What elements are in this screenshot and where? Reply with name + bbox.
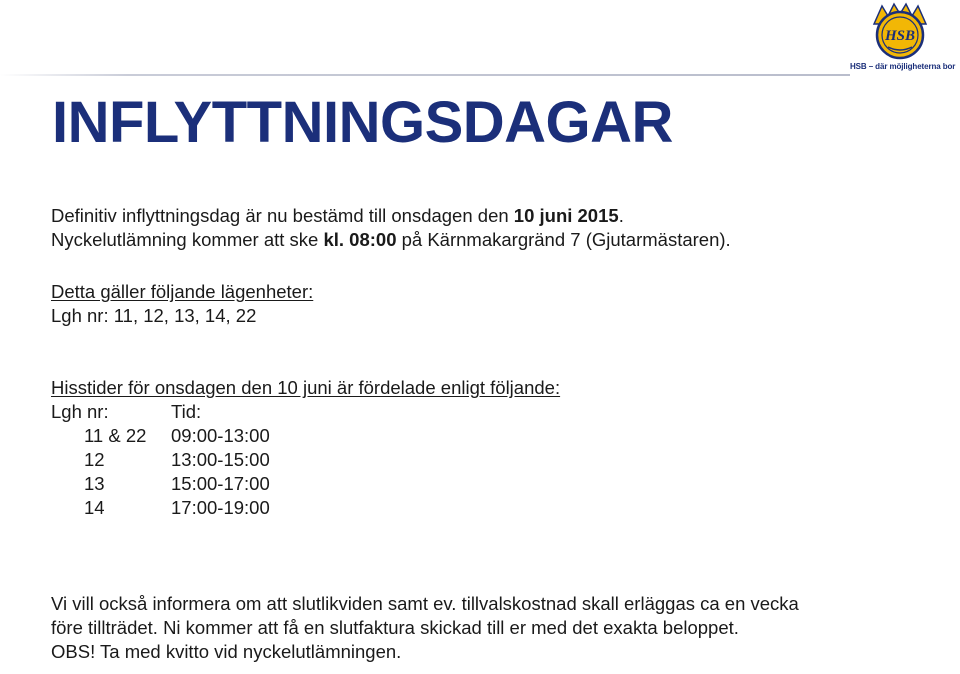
elevator-schedule-table [51, 400, 931, 520]
column-header-apartment: Lgh nr: [51, 401, 109, 422]
apartments-heading: Detta gäller följande lägenheter: [51, 281, 314, 302]
header-divider [0, 74, 850, 76]
document-body [51, 204, 931, 664]
key-handover-time: kl. 08:00 [323, 229, 397, 250]
logo-text: HSB [884, 28, 916, 44]
elevator-schedule-heading: Hisstider för onsdagen den 10 juni är fördelade enligt följande: [51, 377, 561, 398]
move-in-date-end: . [618, 205, 624, 226]
key-handover-place: på Kärnmakargränd 7 (Gjutarmästaren). [396, 229, 731, 250]
logo-slogan: HSB – där möjligheterna bor [850, 62, 956, 71]
invoice-info-line: före tillträdet. Ni kommer att få en slutfaktura skickad till er med det exakta beloppet. [51, 617, 739, 638]
receipt-reminder-line: OBS! Ta med kvitto vid nyckelutlämningen. [51, 641, 402, 662]
payment-info-line: Vi vill också informera om att slutlikviden samt ev. tillvalskostnad skall erläggas ca en vecka [51, 593, 799, 614]
hsb-emblem-icon [868, 2, 932, 60]
move-in-date: 10 juni 2015 [513, 205, 619, 226]
key-handover-text: Nyckelutlämning kommer att ske [51, 229, 324, 250]
apartments-list: Lgh nr: 11, 12, 13, 14, 22 [51, 305, 257, 326]
schedule-apartment: 13 [84, 473, 105, 494]
schedule-time: 15:00-17:00 [171, 473, 270, 494]
schedule-time: 09:00-13:00 [171, 425, 270, 446]
schedule-apartment: 11 & 22 [84, 425, 147, 446]
schedule-apartment: 12 [84, 449, 105, 470]
schedule-time: 17:00-19:00 [171, 497, 270, 518]
move-in-date-text: Definitiv inflyttningsdag är nu bestämd till onsdagen den [51, 205, 514, 226]
schedule-time: 13:00-15:00 [171, 449, 270, 470]
column-header-time: Tid: [171, 401, 202, 422]
page-title: INFLYTTNINGSDAGAR [52, 90, 673, 155]
key-handover-line [51, 228, 931, 252]
move-in-date-line [51, 204, 931, 228]
schedule-apartment: 14 [84, 497, 105, 518]
hsb-logo [846, 2, 958, 74]
